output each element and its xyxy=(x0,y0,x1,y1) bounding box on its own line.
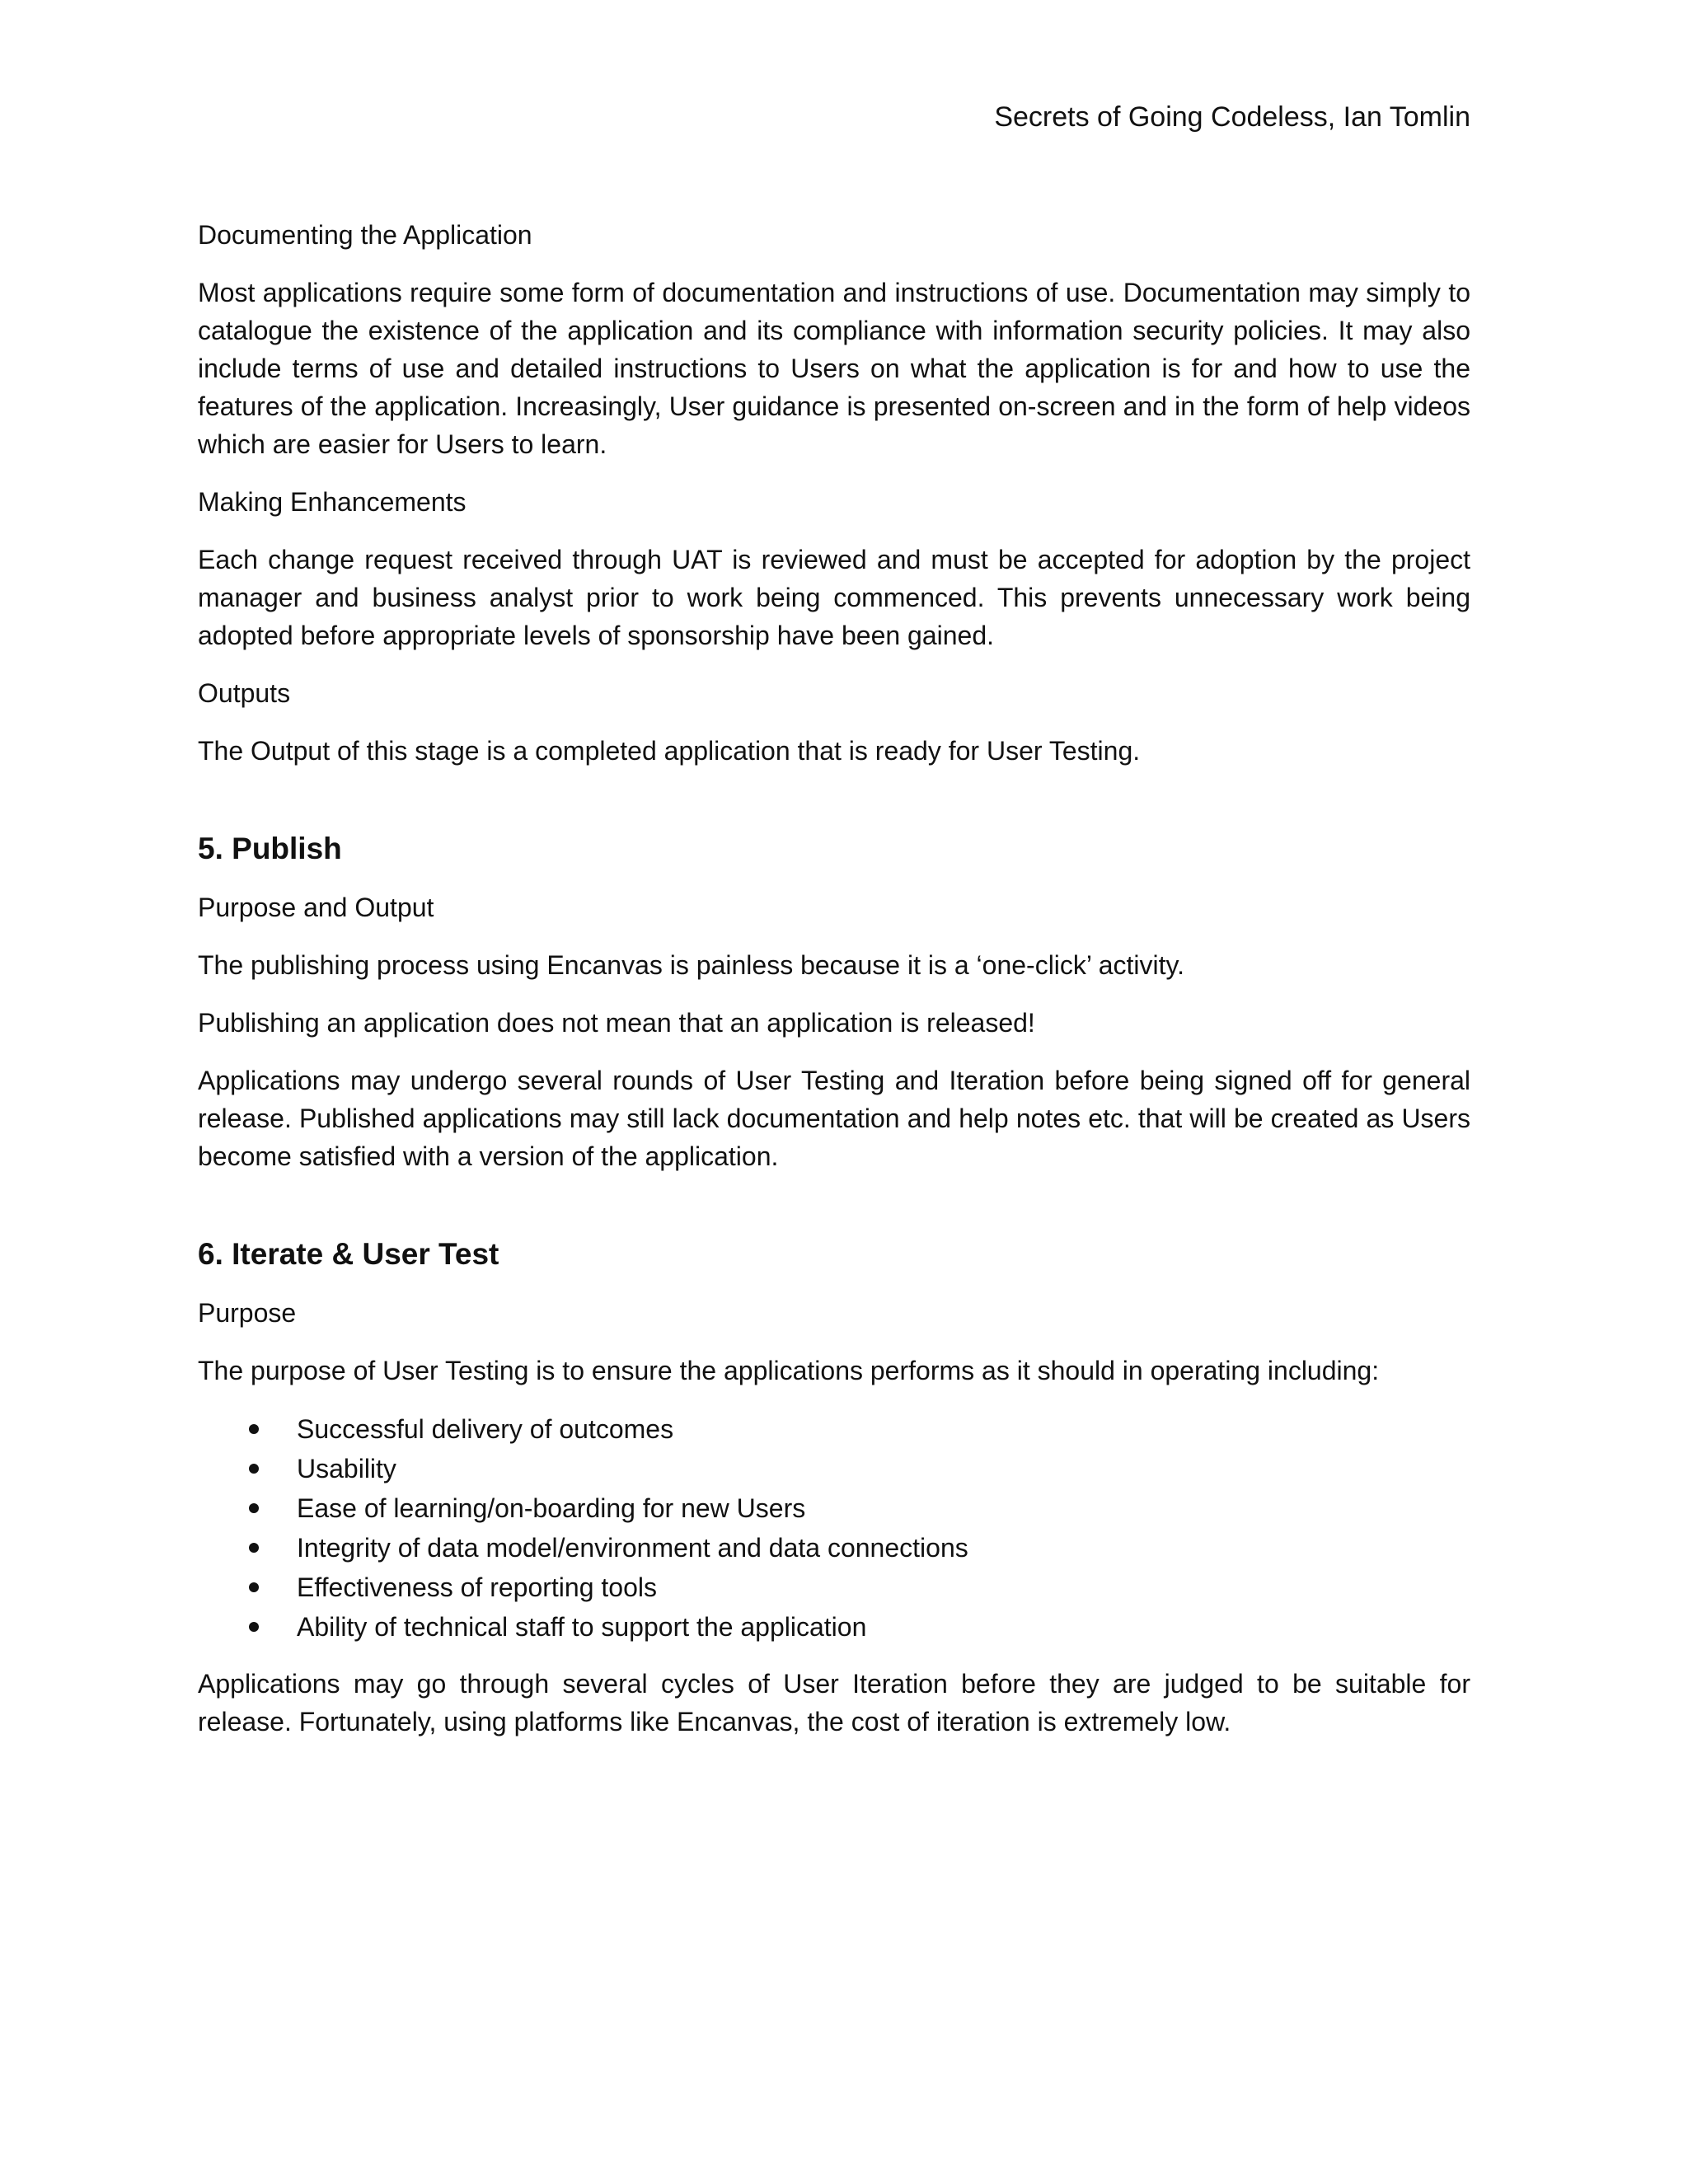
list-item-text: Ease of learning/on-boarding for new Users xyxy=(297,1493,806,1523)
bullet-icon xyxy=(249,1464,259,1474)
bullet-icon xyxy=(249,1424,259,1434)
list-item xyxy=(198,1449,1470,1488)
bullet-list xyxy=(198,1409,1470,1647)
bullet-icon xyxy=(249,1582,259,1592)
list-item xyxy=(198,1528,1470,1568)
list-item xyxy=(198,1568,1470,1607)
iterate-heading: 6. Iterate & User Test xyxy=(198,1237,499,1271)
list-item-text: Usability xyxy=(297,1454,396,1483)
publish-paragraph: Publishing an application does not mean that an application is released! xyxy=(198,1008,1035,1038)
list-item-text: Successful delivery of outcomes xyxy=(297,1414,674,1444)
iterate-subtitle: Purpose xyxy=(198,1298,297,1328)
list-item xyxy=(198,1607,1470,1647)
list-item-text: Integrity of data model/environment and data connections xyxy=(297,1533,968,1563)
running-header: Secrets of Going Codeless, Ian Tomlin xyxy=(994,101,1470,133)
documenting-title: Documenting the Application xyxy=(198,220,532,250)
iterate-intro: The purpose of User Testing is to ensure the applications performs as it should in operating including: xyxy=(198,1356,1380,1385)
outputs-body: The Output of this stage is a completed application that is ready for User Testing. xyxy=(198,736,1141,766)
publish-paragraph: Applications may undergo several rounds of User Testing and Iteration before being signed off for general release. Published applications may still lack documentation and help notes etc. that will be created as Users become satisfied with a version of the application. xyxy=(198,1066,1470,1171)
list-item xyxy=(198,1488,1470,1528)
page-content xyxy=(198,216,1470,1760)
enhancements-title: Making Enhancements xyxy=(198,487,467,517)
list-item xyxy=(198,1409,1470,1449)
bullet-icon xyxy=(249,1543,259,1553)
publish-heading: 5. Publish xyxy=(198,832,342,865)
list-item-text: Ability of technical staff to support the application xyxy=(297,1612,867,1642)
enhancements-body: Each change request received through UAT is reviewed and must be accepted for adoption by the project manager and business analyst prior to work being commenced. This prevents unnecessary work being adopted before appropriate levels of sponsorship have been gained. xyxy=(198,545,1470,650)
iterate-closing: Applications may go through several cycles of User Iteration before they are judged to be suitable for release. Fortunately, using platforms like Encanvas, the cost of iteration is extremely low. xyxy=(198,1669,1470,1736)
bullet-icon xyxy=(249,1503,259,1513)
bullet-icon xyxy=(249,1622,259,1632)
documenting-body: Most applications require some form of documentation and instructions of use. Documentation may simply to catalogue the existence of the application and its compliance with information security policies. It may also include terms of use and detailed instructions to Users on what the application is for and how to use the features of the application. Increasingly, User guidance is presented on-screen and in the form of help videos which are easier for Users to learn. xyxy=(198,278,1470,459)
list-item-text: Effectiveness of reporting tools xyxy=(297,1572,657,1602)
outputs-title: Outputs xyxy=(198,678,291,708)
publish-subtitle: Purpose and Output xyxy=(198,893,434,922)
publish-paragraph: The publishing process using Encanvas is painless because it is a ‘one-click’ activity. xyxy=(198,950,1185,980)
